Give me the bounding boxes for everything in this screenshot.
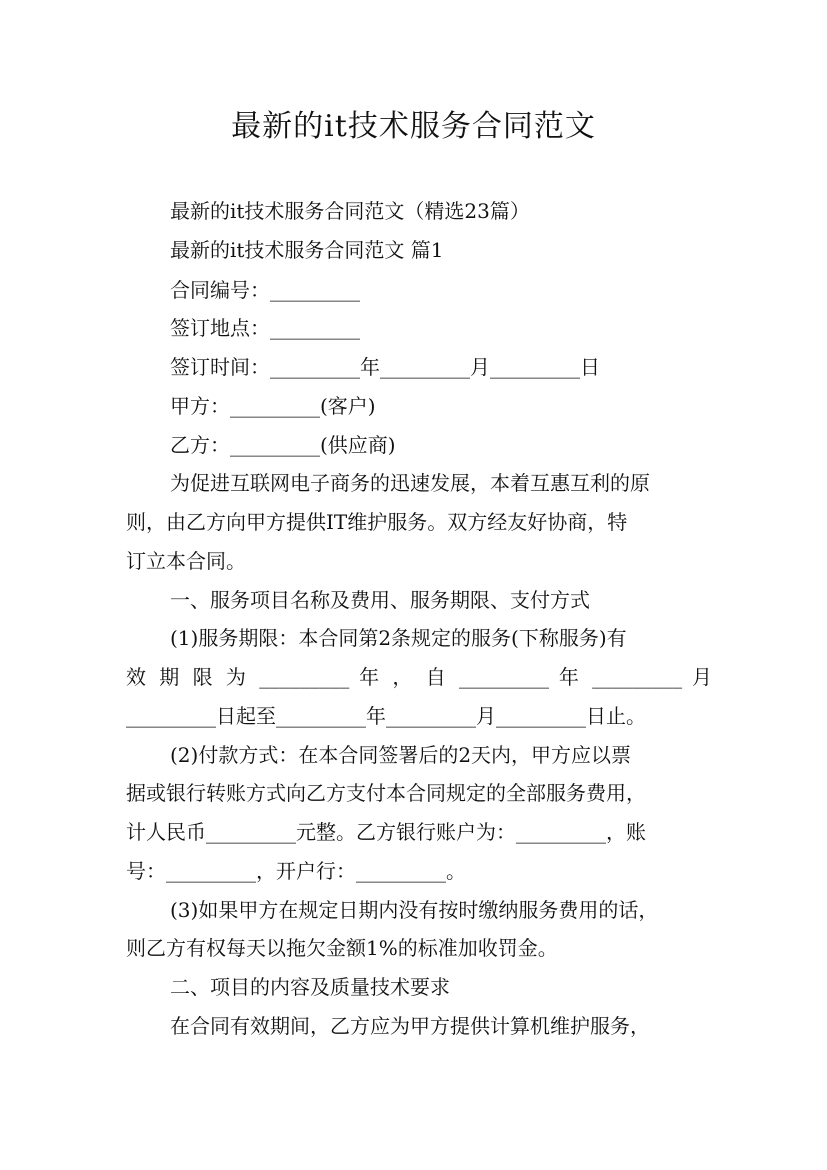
signing-time-line: 签订时间：_________年_________月_________日 bbox=[170, 355, 600, 379]
paragraph-line: 则，由乙方向甲方提供IT维护服务。双方经友好协商，特 bbox=[126, 510, 628, 534]
party-b-line: 乙方：_________(供应商) bbox=[170, 433, 396, 457]
contract-number-line: 合同编号：_________ bbox=[170, 278, 360, 302]
paragraph-line: 则乙方有权每天以拖欠金额1%的标准加收罚金。 bbox=[126, 936, 558, 960]
subtitle-line: 最新的it技术服务合同范文（精选23篇） bbox=[170, 199, 530, 223]
clause-heading-line: 一、服务项目名称及费用、服务期限、支付方式 bbox=[170, 588, 590, 612]
party-a-line: 甲方：_________(客户) bbox=[170, 394, 376, 418]
paragraph-line: 计人民币_________元整。乙方银行账户为：_________，账 bbox=[126, 820, 646, 844]
paragraph-line: (1)服务期限：本合同第2条规定的服务(下称服务)有 bbox=[170, 626, 627, 650]
paragraph-line: 为促进互联网电子商务的迅速发展，本着互惠互利的原 bbox=[170, 471, 650, 495]
paragraph-line: 订立本合同。 bbox=[126, 549, 246, 573]
paragraph-line: 号：_________，开户行：_________。 bbox=[126, 859, 466, 883]
document-title: 最新的it技术服务合同范文 bbox=[231, 109, 596, 144]
section-heading-line: 最新的it技术服务合同范文 篇1 bbox=[170, 238, 444, 262]
paragraph-line: 在合同有效期间，乙方应为甲方提供计算机维护服务， bbox=[170, 1014, 650, 1038]
paragraph-line: 据或银行转账方式向乙方支付本合同规定的全部服务费用， bbox=[126, 781, 646, 805]
paragraph-line: (3)如果甲方在规定日期内没有按时缴纳服务费用的话， bbox=[170, 898, 659, 922]
signing-place-line: 签订地点：_________ bbox=[170, 316, 360, 340]
paragraph-line: 效 期 限 为 _________ 年 ， 自 _________ 年 _________ 月 bbox=[126, 665, 712, 689]
clause-heading-line: 二、项目的内容及质量技术要求 bbox=[170, 975, 450, 999]
paragraph-line: (2)付款方式：在本合同签署后的2天内，甲方应以票 bbox=[170, 743, 632, 767]
paragraph-line: _________日起至_________年_________月_________日止。 bbox=[126, 704, 646, 728]
